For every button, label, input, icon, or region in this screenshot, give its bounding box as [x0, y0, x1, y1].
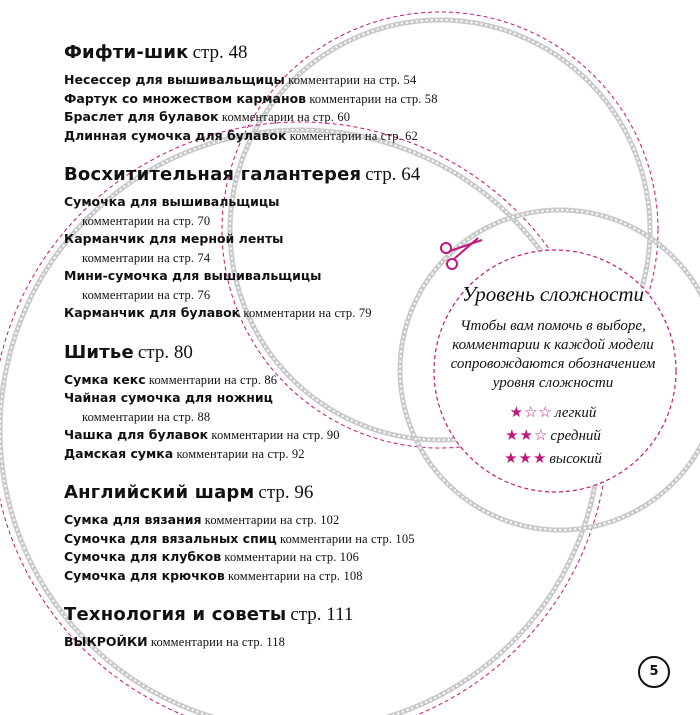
item-title: Сумочка для крючков	[64, 567, 225, 583]
toc-section	[64, 604, 484, 652]
item-note: комментарии на стр. 102	[204, 513, 340, 527]
item-title: Карманчик для мерной ленты	[64, 231, 284, 246]
section-heading	[64, 342, 484, 364]
item-note: комментарии на стр. 58	[309, 91, 438, 106]
toc-section	[64, 342, 484, 464]
item-title: Сумочка для вышивальщицы	[64, 194, 280, 209]
difficulty-legend	[428, 282, 678, 470]
toc-item	[64, 371, 484, 390]
item-note: комментарии на стр. 62	[289, 128, 418, 143]
toc-item	[64, 511, 484, 530]
section-title: Шитье	[64, 341, 134, 363]
item-title: Длинная сумочка для булавок	[64, 127, 287, 143]
toc-item	[64, 389, 484, 426]
item-title: Сумочка для вязальных спиц	[64, 530, 277, 546]
item-note: комментарии на стр. 108	[228, 568, 363, 583]
item-note: комментарии на стр. 86	[148, 372, 278, 387]
item-note: комментарии на стр. 74	[82, 250, 211, 265]
toc-item	[64, 548, 484, 567]
item-title: Карманчик для булавок	[64, 305, 241, 320]
stars-icon: ★★☆	[505, 426, 549, 444]
item-title: Мини-сумочка для вышивальщицы	[64, 268, 322, 283]
page-number: 5	[638, 656, 670, 688]
toc-item	[64, 426, 484, 445]
section-heading	[64, 604, 484, 626]
legend-text: Чтобы вам помочь в выборе, комментарии к каждой модели сопровождаются обозначением уровня сложности	[450, 318, 656, 391]
section-page: стр. 48	[192, 42, 248, 63]
section-title: Фифти-шик	[64, 42, 189, 63]
item-title: Фартук со множеством карманов	[64, 90, 307, 106]
legend-title: Уровень сложности	[461, 282, 645, 306]
section-heading	[64, 482, 484, 504]
item-note: комментарии на стр. 60	[221, 110, 351, 124]
toc-item	[64, 71, 484, 90]
item-note: комментарии на стр. 70	[82, 213, 211, 228]
section-heading	[64, 42, 484, 64]
toc-item	[64, 530, 484, 549]
item-title: Сумка кекс	[64, 371, 146, 387]
toc-item	[64, 445, 484, 464]
scissors-icon	[438, 236, 486, 277]
toc-item	[64, 267, 484, 304]
item-note: комментарии на стр. 105	[279, 531, 415, 546]
item-note: комментарии на стр. 79	[243, 306, 372, 320]
toc-item	[64, 304, 484, 323]
table-of-contents	[64, 42, 484, 671]
toc-item	[64, 193, 484, 230]
level-label: высокий	[549, 451, 602, 467]
toc-section	[64, 42, 484, 145]
item-title: Несессер для вышивальщицы	[64, 72, 285, 87]
stars-icon: ★☆☆	[509, 403, 553, 421]
item-note: комментарии на стр. 92	[176, 446, 305, 461]
level-label: легкий	[554, 405, 597, 421]
toc-section	[64, 164, 484, 323]
item-title: Дамская сумка	[64, 445, 174, 461]
item-title: Сумочка для клубков	[64, 549, 222, 564]
section-title: Английский шарм	[64, 482, 255, 503]
item-title: Чайная сумочка для ножниц	[64, 390, 273, 405]
item-note: комментарии на стр. 76	[82, 287, 211, 302]
section-page: стр. 111	[290, 604, 354, 625]
item-note: комментарии на стр. 88	[82, 409, 211, 424]
level-hard	[428, 447, 678, 470]
toc-item	[64, 108, 484, 127]
section-page: стр. 80	[137, 341, 193, 363]
section-title: Технология и советы	[64, 604, 287, 625]
stars-icon: ★★★	[504, 449, 548, 467]
item-title: Чашка для булавок	[64, 427, 209, 442]
item-note: комментарии на стр. 54	[288, 73, 417, 87]
item-title: Браслет для булавок	[64, 109, 219, 124]
section-page: стр. 64	[365, 164, 421, 185]
item-note: комментарии на стр. 106	[224, 550, 360, 564]
level-medium	[428, 424, 678, 447]
difficulty-levels	[428, 401, 678, 470]
section-heading	[64, 164, 484, 186]
toc-section	[64, 482, 484, 585]
toc-item	[64, 90, 484, 109]
toc-item	[64, 567, 484, 586]
item-note: комментарии на стр. 90	[211, 428, 340, 442]
toc-item	[64, 633, 484, 652]
item-title: ВЫКРОЙКИ	[64, 634, 148, 649]
toc-item	[64, 127, 484, 146]
item-title: Сумка для вязания	[64, 512, 202, 527]
level-label: средний	[550, 428, 601, 444]
item-note: комментарии на стр. 118	[150, 635, 286, 649]
toc-item	[64, 230, 484, 267]
section-title: Восхитительная галантерея	[64, 164, 362, 185]
level-easy	[428, 401, 678, 424]
section-page: стр. 96	[258, 482, 314, 503]
